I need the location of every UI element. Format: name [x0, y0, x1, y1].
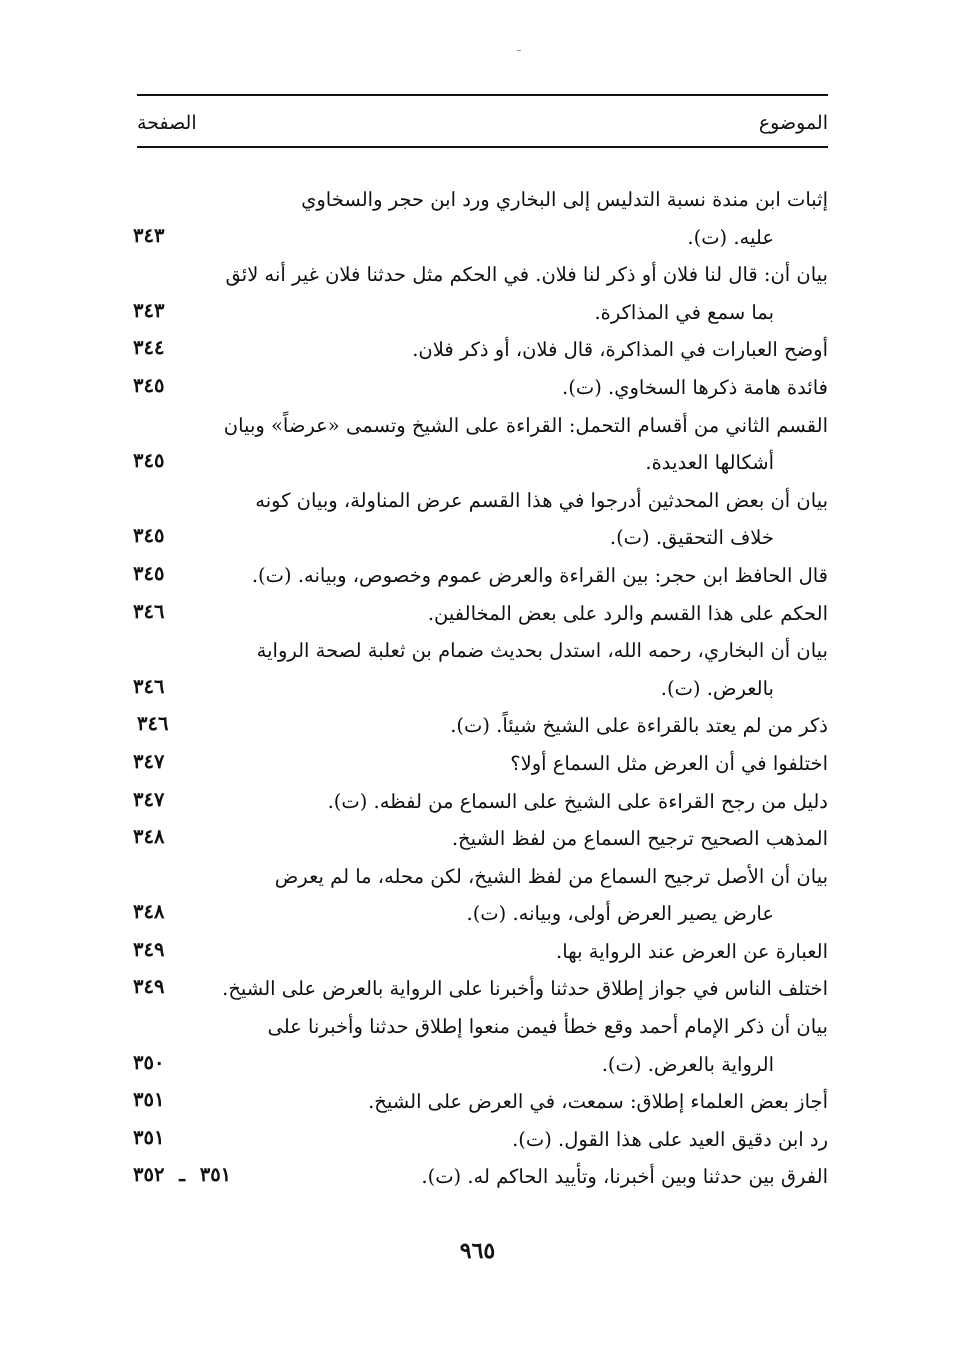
entry-title: أوضح العبارات في المذاكرة، قال فلان، أو ذكر فلان.: [412, 338, 828, 362]
toc-entry: [127, 970, 828, 1008]
entry-title-continuation: بما سمع في المذاكرة.: [594, 300, 774, 324]
toc-entry: [127, 407, 828, 482]
toc-entry: [127, 707, 828, 745]
entry-title: الحكم على هذا القسم والرد على بعض المخالفين.: [427, 601, 828, 625]
entry-title-continuation: الرواية بالعرض. (ت).: [601, 1052, 774, 1076]
subject-column-heading: الموضوع: [758, 112, 828, 134]
entry-title: العبارة عن العرض عند الرواية بها.: [556, 939, 828, 963]
entry-page-number: ٣٥١ ـ ٣٥٢: [133, 1163, 232, 1187]
entry-title: دليل من رجح القراءة على الشيخ على السماع من لفظه. (ت).: [327, 789, 828, 813]
entry-page-number: ٣٤٧: [133, 787, 165, 811]
entry-page-number: ٣٤٥: [133, 524, 165, 548]
entry-title-continuation: أشكالها العديدة.: [645, 451, 774, 475]
entry-page-number: ٣٤٥: [133, 449, 165, 473]
scan-mark: [517, 50, 521, 51]
entry-title-continuation: عارض يصير العرض أولى، وبيانه. (ت).: [466, 902, 774, 926]
toc-entry: [127, 256, 828, 331]
entry-page-number: ٣٤٨: [133, 825, 165, 849]
entry-title-continuation: بالعرض. (ت).: [660, 676, 774, 700]
entry-page-number: ٣٤٤: [133, 336, 165, 360]
toc-entry: [127, 482, 828, 557]
entry-page-number: ٣٥١: [133, 1125, 165, 1149]
entry-page-number: ٣٤٥: [133, 373, 165, 397]
entry-title: المذهب الصحيح ترجيح السماع من لفظ الشيخ.: [451, 827, 828, 851]
toc-entry: [127, 1008, 828, 1083]
entry-title: فائدة هامة ذكرها السخاوي. (ت).: [562, 375, 828, 399]
entry-page-number: ٣٤٣: [133, 298, 165, 322]
page-column-heading: الصفحة: [137, 112, 197, 134]
entry-page-number: ٣٤٦: [133, 674, 165, 698]
entry-title: بيان أن الأصل ترجيح السماع من لفظ الشيخ، لكن محله، ما لم يعرض: [274, 864, 828, 888]
entry-title-continuation: خلاف التحقيق. (ت).: [609, 526, 774, 550]
toc-entry: [127, 369, 828, 407]
header-top-rule: [137, 94, 828, 96]
entry-title: أجاز بعض العلماء إطلاق: سمعت، في العرض على الشيخ.: [368, 1090, 828, 1114]
toc-entry: [127, 1121, 828, 1159]
toc-entry: [127, 181, 828, 256]
toc-entry: [127, 557, 828, 595]
entry-page-number: ٣٤٨: [133, 900, 165, 924]
table-of-contents: [127, 181, 828, 1196]
toc-entry: [127, 745, 828, 783]
toc-entry: [127, 933, 828, 971]
toc-entry: [127, 331, 828, 369]
entry-title: بيان أن البخاري، رحمه الله، استدل بحديث ضمام بن ثعلبة لصحة الرواية: [256, 639, 828, 663]
entry-page-number: ٣٤٥: [133, 561, 165, 585]
entry-title: قال الحافظ ابن حجر: بين القراءة والعرض عموم وخصوص، وبيانه. (ت).: [251, 563, 828, 587]
entry-title: ذكر من لم يعتد بالقراءة على الشيخ شيئاً. (ت).: [450, 714, 828, 738]
toc-entry: [127, 858, 828, 933]
page-number: ٩٦٥: [459, 1238, 496, 1264]
entry-page-number: ٣٤٩: [133, 937, 165, 961]
header-bottom-rule: [137, 146, 828, 148]
entry-title: بيان أن بعض المحدثين أدرجوا في هذا القسم عرض المناولة، وبيان كونه: [255, 488, 828, 512]
entry-page-number: ٣٤٦: [137, 712, 169, 736]
entry-page-number: ٣٤٣: [133, 223, 165, 247]
toc-entry: [127, 1083, 828, 1121]
toc-entry: [127, 1158, 828, 1196]
entry-title: رد ابن دقيق العيد على هذا القول. (ت).: [512, 1127, 828, 1151]
toc-entry: [127, 595, 828, 633]
toc-entry: [127, 820, 828, 858]
entry-page-number: ٣٤٧: [133, 749, 165, 773]
entry-title: اختلف الناس في جواز إطلاق حدثنا وأخبرنا على الرواية بالعرض على الشيخ.: [222, 977, 828, 1001]
toc-entry: [127, 632, 828, 707]
entry-title: القسم الثاني من أقسام التحمل: القراءة على الشيخ وتسمى «عرضاً» وبيان: [223, 413, 828, 437]
entry-title: اختلفوا في أن العرض مثل السماع أولا؟: [510, 751, 828, 775]
entry-title: بيان أن ذكر الإمام أحمد وقع خطأ فيمن منعوا إطلاق حدثنا وأخبرنا على: [267, 1015, 828, 1039]
entry-page-number: ٣٥٠: [133, 1050, 165, 1074]
entry-page-number: ٣٤٩: [133, 975, 165, 999]
entry-title-continuation: عليه. (ت).: [687, 225, 774, 249]
entry-page-number: ٣٥١: [133, 1088, 165, 1112]
entry-title: الفرق بين حدثنا وبين أخبرنا، وتأييد الحاكم له. (ت).: [421, 1165, 828, 1189]
entry-page-number: ٣٤٦: [133, 599, 165, 623]
toc-entry: [127, 783, 828, 821]
entry-title: بيان أن: قال لنا فلان أو ذكر لنا فلان. في الحكم مثل حدثنا فلان غير أنه لائق: [225, 263, 828, 287]
entry-title: إثبات ابن مندة نسبة التدليس إلى البخاري ورد ابن حجر والسخاوي: [301, 188, 828, 211]
